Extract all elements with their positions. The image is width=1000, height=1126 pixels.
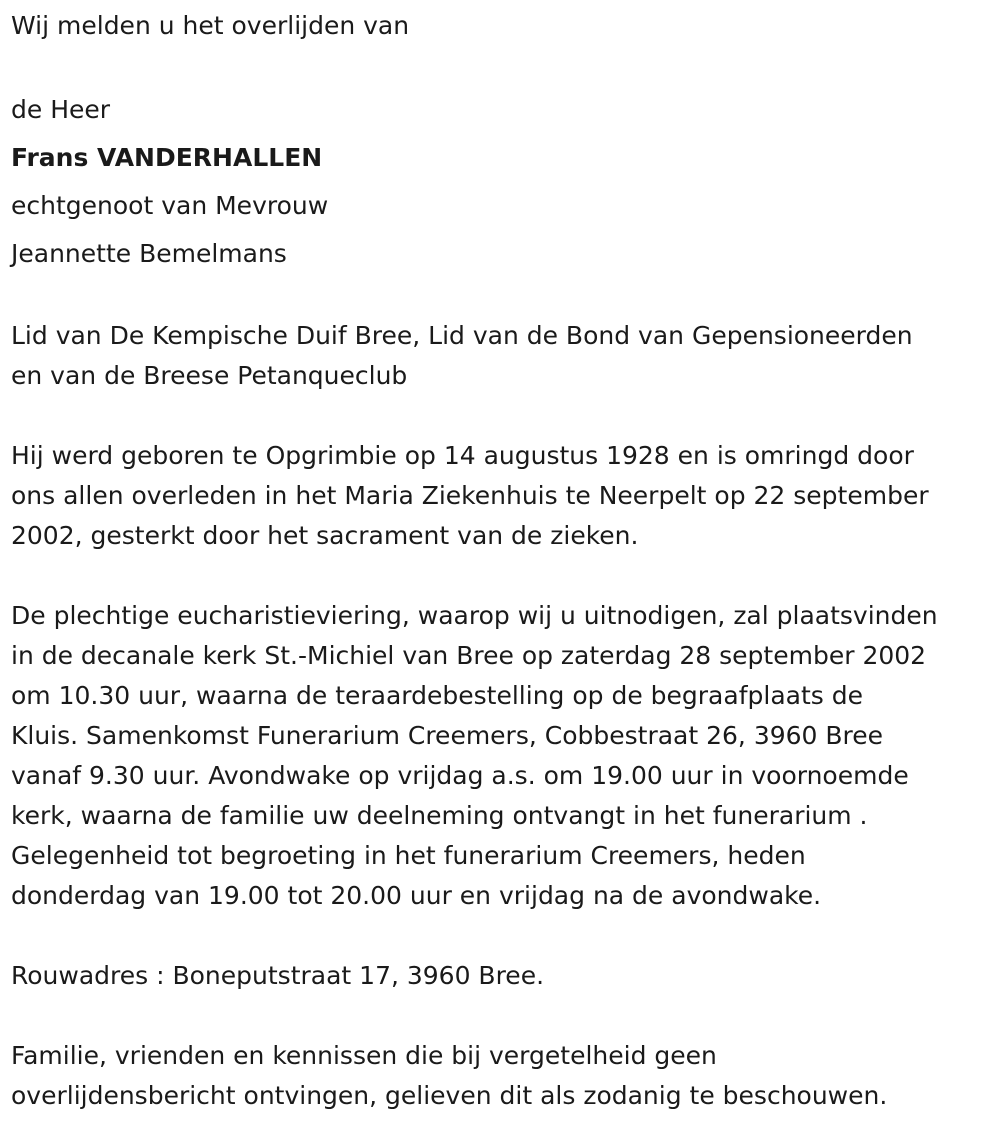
- intro-line: Wij melden u het overlijden van: [11, 11, 410, 40]
- paragraph-line: en van de Breese Petanqueclub: [11, 361, 408, 390]
- paragraph-line: Kluis. Samenkomst Funerarium Creemers, Cobbestraat 26, 3960 Bree: [11, 721, 884, 750]
- closing-paragraph: [11, 1036, 996, 1116]
- memberships-paragraph: [11, 316, 996, 396]
- paragraph-line: kerk, waarna de familie uw deelneming ontvangt in het funerarium .: [11, 801, 868, 830]
- spouse-name: Jeannette Bemelmans: [11, 239, 287, 268]
- spacer: [11, 996, 996, 1036]
- paragraph-line: vanaf 9.30 uur. Avondwake op vrijdag a.s. om 19.00 uur in voornoemde: [11, 761, 909, 790]
- paragraph-line: in de decanale kerk St.-Michiel van Bree op zaterdag 28 september 2002: [11, 641, 927, 670]
- spacer: [11, 46, 996, 86]
- paragraph-line: Gelegenheid tot begroeting in het funerarium Creemers, heden: [11, 841, 806, 870]
- ceremony-paragraph: [11, 596, 996, 916]
- paragraph-line: donderdag van 19.00 tot 20.00 uur en vrijdag na de avondwake.: [11, 881, 822, 910]
- spacer: [11, 278, 996, 316]
- paragraph-line: overlijdensbericht ontvingen, gelieven dit als zodanig te beschouwen.: [11, 1081, 888, 1110]
- paragraph-line: om 10.30 uur, waarna de teraardebestelling op de begraafplaats de: [11, 681, 863, 710]
- birth-death-paragraph: [11, 436, 996, 556]
- spacer: [11, 916, 996, 956]
- obituary-notice: [11, 6, 996, 1116]
- paragraph-line: Familie, vrienden en kennissen die bij vergetelheid geen: [11, 1041, 717, 1070]
- spacer: [11, 396, 996, 436]
- spacer: [11, 556, 996, 596]
- mourning-address: Rouwadres : Boneputstraat 17, 3960 Bree.: [11, 961, 545, 990]
- paragraph-line: Lid van De Kempische Duif Bree, Lid van de Bond van Gepensioneerden: [11, 321, 913, 350]
- deceased-header: [11, 86, 996, 278]
- spouse-line: echtgenoot van Mevrouw: [11, 191, 329, 220]
- paragraph-line: 2002, gesterkt door het sacrament van de zieken.: [11, 521, 639, 550]
- paragraph-line: De plechtige eucharistieviering, waarop wij u uitnodigen, zal plaatsvinden: [11, 601, 938, 630]
- paragraph-line: ons allen overleden in het Maria Ziekenhuis te Neerpelt op 22 september: [11, 481, 929, 510]
- salutation: de Heer: [11, 95, 111, 124]
- deceased-name: Frans VANDERHALLEN: [11, 143, 323, 172]
- paragraph-line: Hij werd geboren te Opgrimbie op 14 augustus 1928 en is omringd door: [11, 441, 914, 470]
